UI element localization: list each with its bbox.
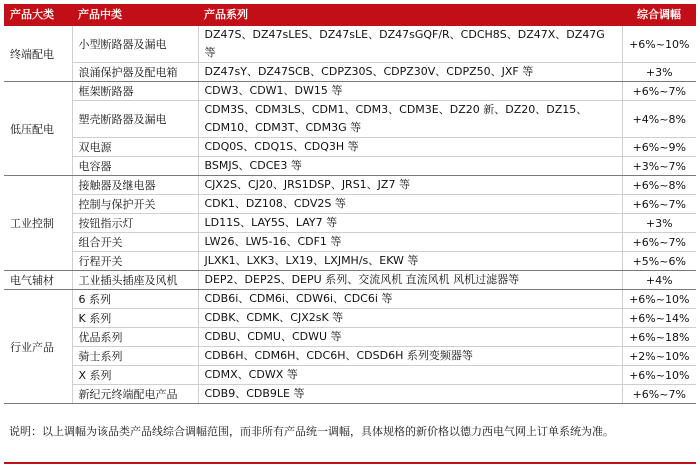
subcategory-cell: 骑士系列 xyxy=(72,347,198,366)
table-row xyxy=(4,214,696,233)
table-body xyxy=(4,25,696,404)
series-cell: LW26、LW5-16、CDF1 等 xyxy=(198,233,622,252)
table-row xyxy=(4,309,696,328)
bottom-rule xyxy=(4,462,696,464)
series-cell: BSMJS、CDCE3 等 xyxy=(198,157,622,176)
table-header-row xyxy=(4,4,696,25)
category-cell: 工业控制 xyxy=(4,176,72,271)
adjustment-cell: +6%~18% xyxy=(622,328,696,347)
table-row xyxy=(4,233,696,252)
subcategory-cell: 组合开关 xyxy=(72,233,198,252)
adjustment-cell: +4%~8% xyxy=(622,101,696,138)
series-cell: DEP2、DEP2S、DEPU 系列、交流风机 直流风机 风机过滤器等 xyxy=(198,271,622,290)
header-adjustment: 综合调幅 xyxy=(622,4,696,25)
series-cell: CJX2S、CJ20、JRS1DSP、JRS1、JZ7 等 xyxy=(198,176,622,195)
table-row xyxy=(4,195,696,214)
adjustment-cell: +6%~7% xyxy=(622,385,696,404)
subcategory-cell: 优品系列 xyxy=(72,328,198,347)
subcategory-cell: K 系列 xyxy=(72,309,198,328)
adjustment-cell: +3%~7% xyxy=(622,157,696,176)
adjustment-cell: +6%~10% xyxy=(622,366,696,385)
series-cell: CDW3、CDW1、DW15 等 xyxy=(198,82,622,101)
table-row xyxy=(4,290,696,309)
subcategory-cell: 小型断路器及漏电 xyxy=(72,25,198,63)
table-row xyxy=(4,138,696,157)
footnote: 说明：以上调幅为该品类产品线综合调幅范围，而非所有产品统一调幅，具体规格的新价格以德力西电气网上订单系统为准。 xyxy=(9,425,614,438)
table-row xyxy=(4,347,696,366)
adjustment-cell: +3% xyxy=(622,63,696,82)
category-cell: 行业产品 xyxy=(4,290,72,404)
adjustment-cell: +6%~14% xyxy=(622,309,696,328)
series-cell: DZ47S、DZ47sLES、DZ47sLE、DZ47sGQF/R、CDCH8S、DZ47X、DZ47G 等 xyxy=(198,25,622,63)
adjustment-cell: +6%~10% xyxy=(622,25,696,63)
subcategory-cell: 工业插头插座及风机 xyxy=(72,271,198,290)
subcategory-cell: 框架断路器 xyxy=(72,82,198,101)
header-series: 产品系列 xyxy=(198,4,622,25)
adjustment-cell: +6%~10% xyxy=(622,290,696,309)
table-row xyxy=(4,176,696,195)
adjustment-cell: +2%~10% xyxy=(622,347,696,366)
table-row xyxy=(4,25,696,63)
table-row xyxy=(4,63,696,82)
category-cell: 终端配电 xyxy=(4,25,72,82)
subcategory-cell: 浪涌保护器及配电箱 xyxy=(72,63,198,82)
series-cell: CDB6i、CDM6i、CDW6i、CDC6i 等 xyxy=(198,290,622,309)
table-row xyxy=(4,271,696,290)
series-cell: CDB6H、CDM6H、CDC6H、CDSD6H 系列变频器等 xyxy=(198,347,622,366)
adjustment-cell: +6%~8% xyxy=(622,176,696,195)
subcategory-cell: 接触器及继电器 xyxy=(72,176,198,195)
series-cell: CDBK、CDMK、CJX2sK 等 xyxy=(198,309,622,328)
table-row xyxy=(4,101,696,138)
subcategory-cell: X 系列 xyxy=(72,366,198,385)
table-row xyxy=(4,328,696,347)
subcategory-cell: 按钮指示灯 xyxy=(72,214,198,233)
adjustment-cell: +5%~6% xyxy=(622,252,696,271)
adjustment-cell: +6%~7% xyxy=(622,233,696,252)
subcategory-cell: 6 系列 xyxy=(72,290,198,309)
subcategory-cell: 行程开关 xyxy=(72,252,198,271)
series-cell: CDK1、DZ108、CDV2S 等 xyxy=(198,195,622,214)
table-row xyxy=(4,252,696,271)
subcategory-cell: 电容器 xyxy=(72,157,198,176)
category-cell: 电气辅材 xyxy=(4,271,72,290)
subcategory-cell: 新纪元终端配电产品 xyxy=(72,385,198,404)
header-subcategory: 产品中类 xyxy=(72,4,198,25)
subcategory-cell: 塑壳断路器及漏电 xyxy=(72,101,198,138)
adjustment-cell: +4% xyxy=(622,271,696,290)
adjustment-cell: +6%~7% xyxy=(622,82,696,101)
table-row xyxy=(4,385,696,404)
series-cell: JLXK1、LXK3、LX19、LXJMH/s、EKW 等 xyxy=(198,252,622,271)
price-adjustment-table xyxy=(4,4,696,404)
subcategory-cell: 双电源 xyxy=(72,138,198,157)
series-cell: CDM3S、CDM3LS、CDM1、CDM3、CDM3E、DZ20 新、DZ20、DZ15、CDM10、CDM3T、CDM3G 等 xyxy=(198,101,622,138)
table-row xyxy=(4,157,696,176)
series-cell: LD11S、LAY5S、LAY7 等 xyxy=(198,214,622,233)
series-cell: CDQ0S、CDQ1S、CDQ3H 等 xyxy=(198,138,622,157)
header-category: 产品大类 xyxy=(4,4,72,25)
series-cell: CDMX、CDWX 等 xyxy=(198,366,622,385)
series-cell: DZ47sY、DZ47SCB、CDPZ30S、CDPZ30V、CDPZ50、JXF 等 xyxy=(198,63,622,82)
adjustment-cell: +6%~9% xyxy=(622,138,696,157)
table-row xyxy=(4,366,696,385)
adjustment-cell: +3% xyxy=(622,214,696,233)
table-row xyxy=(4,82,696,101)
category-cell: 低压配电 xyxy=(4,82,72,176)
subcategory-cell: 控制与保护开关 xyxy=(72,195,198,214)
series-cell: CDBU、CDMU、CDWU 等 xyxy=(198,328,622,347)
adjustment-cell: +6%~7% xyxy=(622,195,696,214)
series-cell: CDB9、CDB9LE 等 xyxy=(198,385,622,404)
